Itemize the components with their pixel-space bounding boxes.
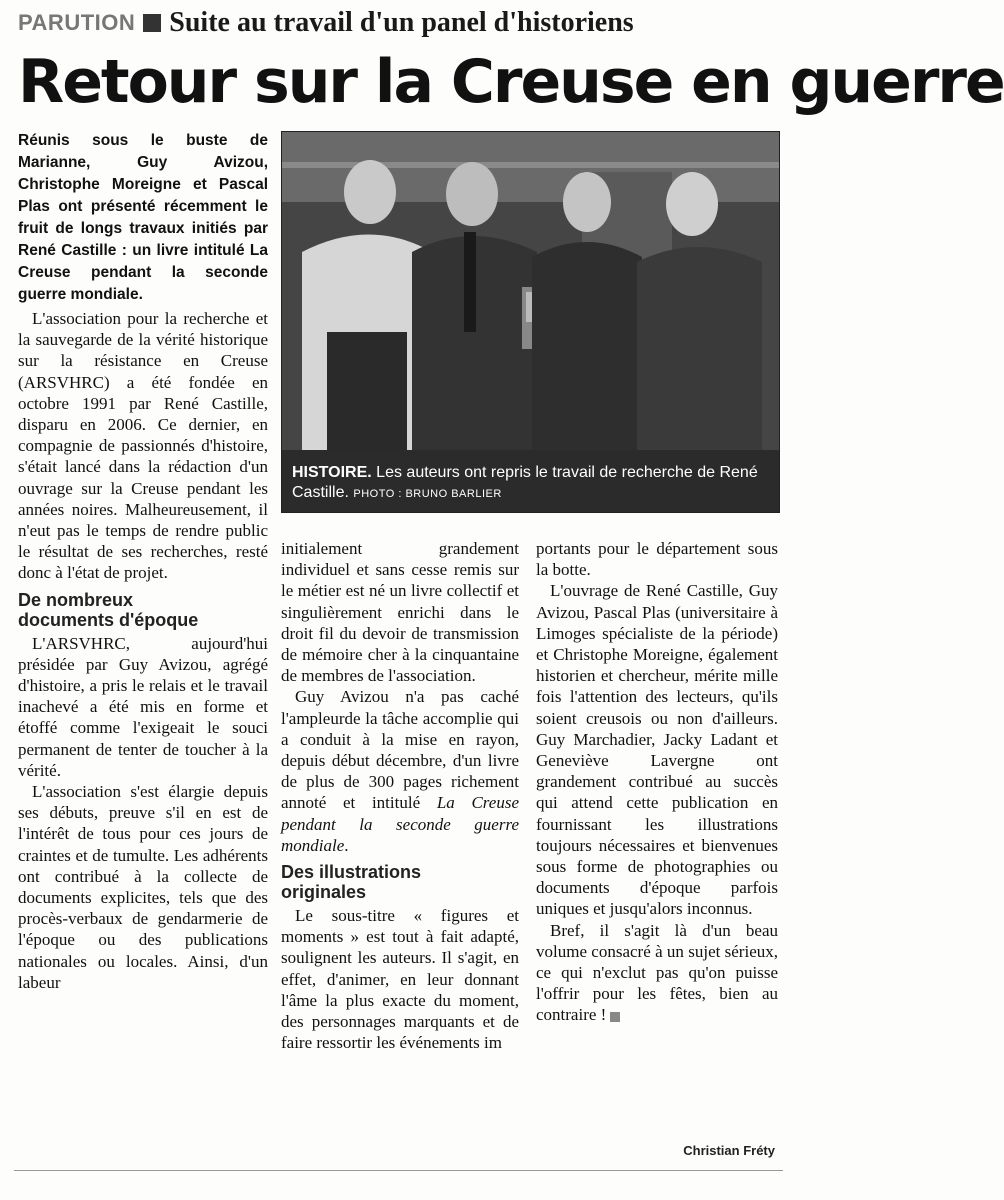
- caption-text: Les auteurs ont repris le travail de recherche de René Castille.: [292, 464, 758, 501]
- lead-paragraph: Réunis sous le buste de Marianne, Guy Avizou, Christophe Moreigne et Pascal Plas ont présenté récemment le fruit de longs travaux initiés par René Castille : un livre intitulé La Creuse pendant la seconde guerre mondiale.: [18, 132, 268, 303]
- kicker: [18, 6, 779, 40]
- author-signature: Christian Fréty: [683, 1143, 775, 1158]
- book-title: La Creuse pendant la seconde guerre mondiale: [281, 793, 519, 855]
- photo-caption: [292, 463, 769, 504]
- body-paragraph: L'ARSVHRC, aujourd'hui présidée par Guy Avizou, agrégé d'histoire, a pris le relais et le travail inachevé a été mis en forme et étoffé comme l'exigeait le souci permanent de tenter de toucher à la vérité.: [18, 633, 268, 780]
- article-column-3: [536, 538, 778, 1138]
- body-paragraph: [281, 686, 519, 856]
- subheading: [281, 862, 519, 902]
- body-paragraph: Le sous-titre « figures et moments » est tout à fait adapté, soulignent les auteurs. Il s'agit, en effet, d'animer, en leur donnant l'âme la plus exacte du moment, des personnages marquants et de faire ressortir les événements im: [281, 906, 519, 1053]
- end-of-article-icon: [610, 1012, 620, 1022]
- body-paragraph: initialement grandement individuel et sans cesse remis sur le métier est né un livre collectif et singulièrement enrichi dans le droit fil du devoir de transmission de mémoire cher à la cinquantaine de membres de l'association.: [281, 539, 519, 686]
- body-paragraph: portants pour le département sous la botte.: [536, 539, 778, 580]
- article-column-2: [281, 538, 519, 1165]
- body-paragraph: L'ouvrage de René Castille, Guy Avizou, Pascal Plas (universitaire à Limoges spécialiste de la période) et Christophe Moreigne, également historien et chercheur, mérite mille fois l'attention des lecteurs, qu'ils soient creusois ou non d'ailleurs. Guy Marchadier, Jacky Ladant et Geneviève Lavergne ont grandement contribué au succès qui attend cette publication en fournissant les illustrations toujours nécessaires et bienvenues sous forme de photographies ou documents d'époque parfois uniques et jusqu'alors inconnus.: [536, 581, 778, 919]
- headline: Retour sur la Creuse en guerre: [18, 47, 1004, 117]
- subheading-line: originales: [281, 882, 367, 903]
- kicker-text: Suite au travail d'un panel d'historiens: [169, 7, 634, 38]
- body-paragraph: [536, 920, 778, 1026]
- group-photo-image: [282, 132, 779, 512]
- paragraph-text: Guy Avizou n'a pas caché l'ampleurde la tâche accomplie qui a conduit à la mise en rayon, depuis début décembre, d'un livre de plus de 300 pages richement annoté et intitulé: [281, 687, 519, 813]
- square-bullet-icon: [143, 14, 161, 32]
- subheading-line: documents d'époque: [18, 609, 199, 630]
- article-photo: [281, 131, 780, 513]
- subheading-line: De nombreux: [18, 589, 134, 610]
- article-column-1: [18, 130, 268, 1165]
- rubric-label: PARUTION: [18, 10, 136, 35]
- photo-credit: PHOTO : BRUNO BARLIER: [353, 488, 502, 500]
- body-paragraph: L'association s'est élargie depuis ses débuts, preuve s'il en est de l'intérêt de tous pour ces jours de craintes et de tumulte. Les adhérents ont contribué à la collecte de documents explicites, tels que des procès-verbaux de gendarmerie de l'époque ou des publications nationales ou locales. Ainsi, d'un labeur: [18, 782, 268, 992]
- caption-tag: HISTOIRE.: [292, 464, 372, 481]
- bottom-divider: [14, 1170, 783, 1171]
- paragraph-end: .: [344, 835, 349, 855]
- subheading: [18, 590, 268, 630]
- paragraph-text: Bref, il s'agit là d'un beau volume consacré à un sujet sérieux, ce qui n'exclut pas qu'on puisse l'offrir pour les fêtes, bien au contraire !: [536, 920, 778, 1025]
- body-paragraph: L'association pour la recherche et la sauvegarde de la vérité historique sur la résistance en Creuse (ARSVHRC) a été fondée en octobre 1991 par René Castille, disparu en 2006. Ce dernier, en compagnie de passionnés d'histoire, s'était lancé dans la rédaction d'un ouvrage sur la Creuse pendant les années noires. Malheureusement, il n'eut pas le temps de rendre public le résultat de ses recherches, resté donc à l'état de projet.: [18, 309, 268, 583]
- subheading-line: Des illustrations: [281, 862, 422, 883]
